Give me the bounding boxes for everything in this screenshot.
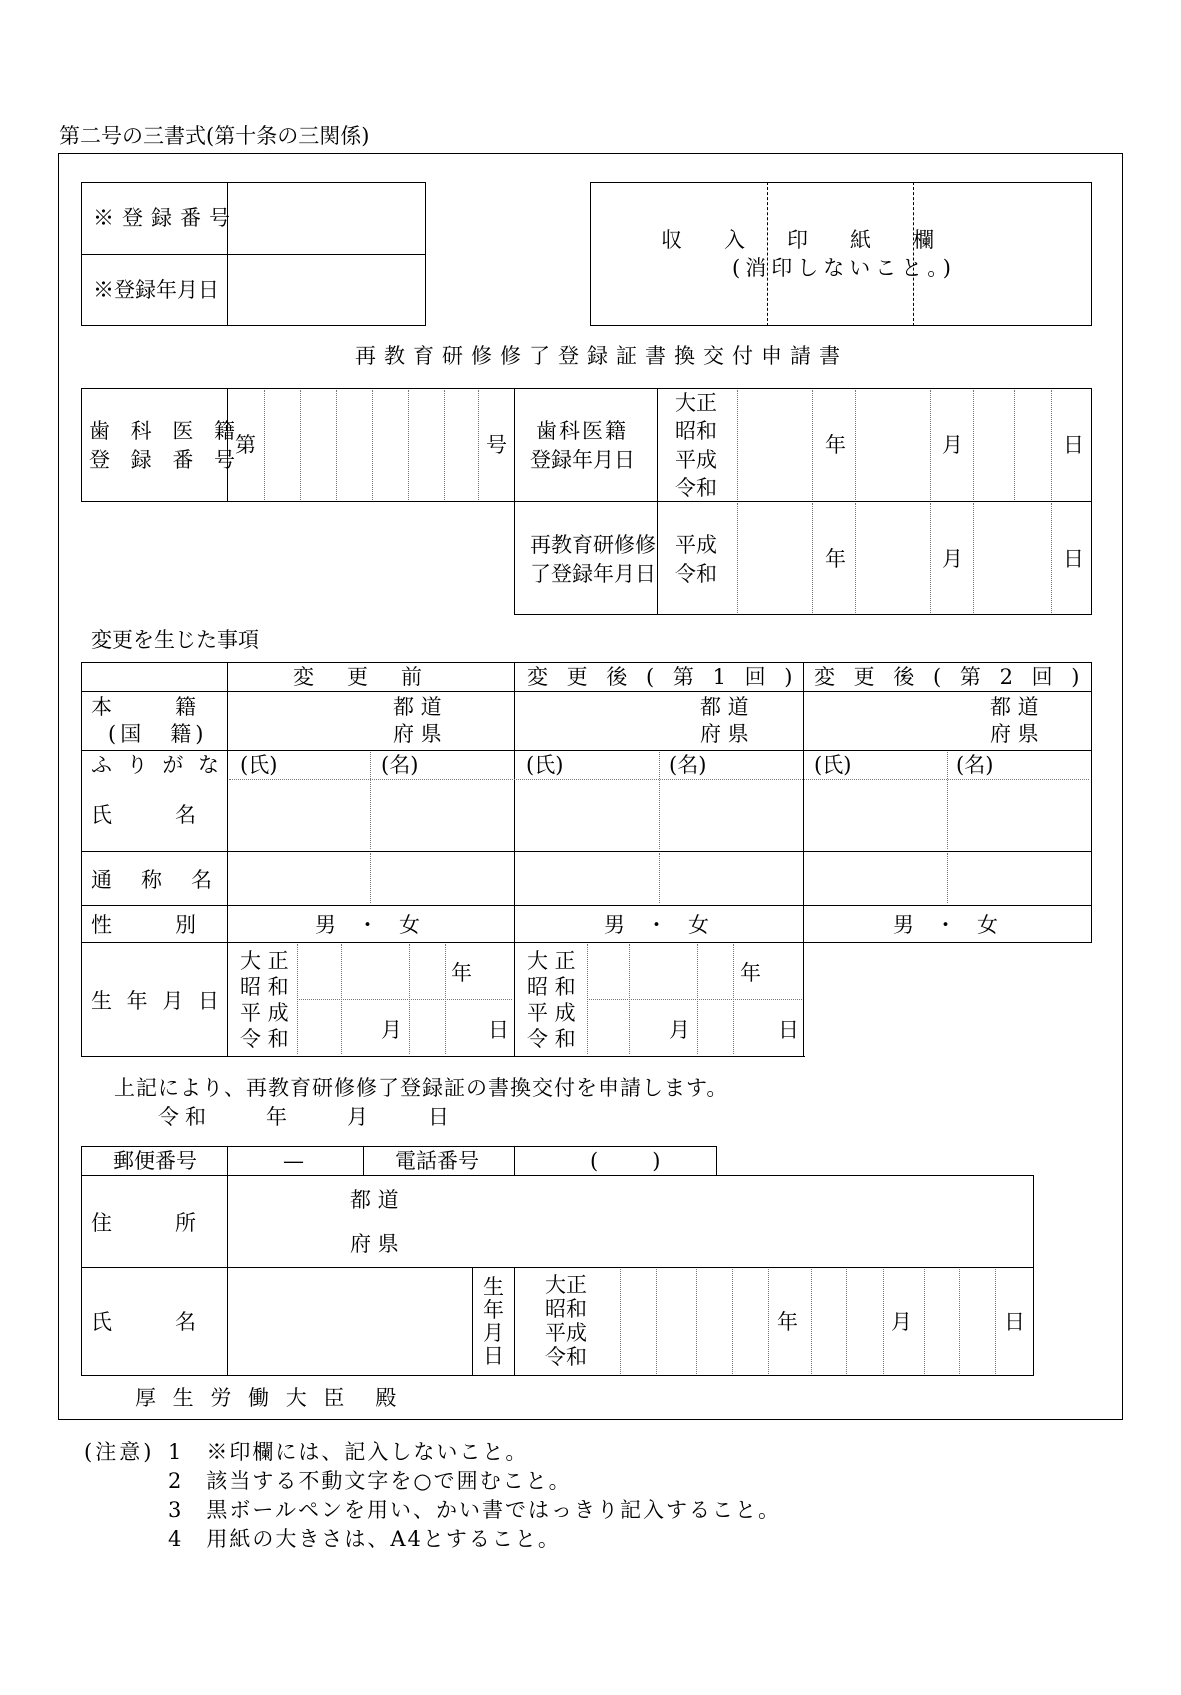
sex-options[interactable]: 男 ・ 女 [893,913,998,937]
year-unit: 年 [740,961,761,985]
stamp-area-title: 収 入 印 紙 欄 [661,228,934,252]
birth-label-char: 日 [483,1344,504,1368]
era-option: 大正 [675,391,717,415]
registry-date-field[interactable] [720,392,1088,498]
pref-label: 都 道 [350,1188,399,1212]
applicant-name-label: 氏 名 [91,1310,196,1334]
era-option: 平 成 [240,1001,289,1025]
day-unit: 日 [1063,547,1084,571]
era-option: 昭 和 [527,975,576,999]
month-unit: 月 [891,1310,912,1334]
year-unit: 年 [451,961,472,985]
family-name-label: (氏) [240,753,278,777]
declaration-date[interactable]: 令和 年 月 日 [158,1105,455,1129]
month-unit: 月 [942,547,963,571]
address-label: 住 所 [91,1211,196,1235]
registry-number-label-line2: 登 録 番 号 [89,448,243,472]
row-label-honseki: 本 籍 [91,695,196,719]
year-unit: 年 [825,547,846,571]
pref-label: 都 道 [700,695,749,719]
note-item: 4 用紙の大きさは、A4とすること。 [168,1527,561,1551]
row-label-birth: 生 年 月 日 [91,989,224,1013]
notes-label: (注意) [84,1440,155,1464]
row-label-name: 氏 名 [91,803,196,827]
family-name-label: (氏) [526,753,564,777]
era-option: 大 正 [240,949,289,973]
day-unit: 日 [488,1018,509,1042]
era-option: 令和 [545,1345,587,1369]
pref-label: 都 道 [393,695,442,719]
registry-number-field[interactable] [260,392,480,498]
col-header-after-2: 変 更 後 ( 第 2 回 ) [814,665,1086,689]
given-name-label: (名) [669,753,707,777]
retrain-date-field[interactable] [720,505,1088,611]
address-field[interactable] [400,1178,1030,1264]
era-option: 平成 [545,1321,587,1345]
era-option: 令 和 [240,1027,289,1051]
year-unit: 年 [825,433,846,457]
reg-date-label: ※登録年月日 [93,278,219,302]
pref-label: 府 県 [393,722,442,746]
era-option: 令和 [675,476,717,500]
pref-label: 府 県 [350,1232,399,1256]
phone-field[interactable]: ( ) [590,1149,665,1173]
stamp-area-note: (消印しないこと。) [732,256,956,280]
year-unit: 年 [777,1310,798,1334]
pref-label: 府 県 [700,722,749,746]
birth-label-char: 年 [483,1298,504,1322]
phone-label: 電話番号 [395,1149,479,1173]
sex-options[interactable]: 男 ・ 女 [604,913,709,937]
registry-go: 号 [486,433,507,457]
retrain-date-label-line2: 了登録年月日 [530,562,656,586]
declaration-text: 上記により、再教育研修修了登録証の書換交付を申請します。 [114,1076,729,1100]
era-option: 大 正 [527,949,576,973]
pref-label: 都 道 [990,695,1039,719]
reg-number-label: ※登録番号 [93,206,238,230]
day-unit: 日 [778,1018,799,1042]
col-header-after-1: 変 更 後 ( 第 1 回 ) [527,665,799,689]
revenue-stamp-box [590,182,1092,326]
row-label-furigana: ふ り が な [91,753,224,777]
reg-date-field[interactable] [229,256,424,324]
day-unit: 日 [1063,433,1084,457]
family-name-label: (氏) [814,753,852,777]
pref-label: 府 県 [990,722,1039,746]
era-option: 昭 和 [240,975,289,999]
registry-number-label-line1: 歯 科 医 籍 [89,419,243,443]
given-name-label: (名) [956,753,994,777]
row-label-sex: 性 別 [91,913,196,937]
postal-code-field[interactable]: — [283,1149,304,1173]
day-unit: 日 [1004,1310,1025,1334]
applicant-name-field[interactable] [229,1270,470,1373]
era-option: 昭和 [545,1297,587,1321]
month-unit: 月 [669,1018,690,1042]
row-label-alias: 通 称 名 [91,868,216,892]
registry-date-label-line1: 歯科医籍 [536,419,628,443]
month-unit: 月 [942,433,963,457]
era-option: 平成 [675,448,717,472]
era-option: 令和 [675,562,717,586]
row-label-kokuseki: (国 籍) [108,722,208,746]
note-item: 1 ※印欄には、記入しないこと。 [168,1440,529,1464]
era-option: 平 成 [527,1001,576,1025]
given-name-label: (名) [381,753,419,777]
changes-section-label: 変更を生じた事項 [91,628,259,652]
document-title: 再教育研修修了登録証書換交付申請書 [355,344,848,368]
birth-label-char: 月 [483,1321,504,1345]
birth-label-char: 生 [483,1275,504,1299]
col-header-before: 変 更 前 [293,665,428,689]
reg-number-field[interactable] [229,184,424,252]
era-option: 昭和 [675,419,717,443]
registry-date-label-line2: 登録年月日 [530,448,635,472]
month-unit: 月 [381,1018,402,1042]
registry-dai: 第 [235,433,256,457]
addressee: 厚 生 労 働 大 臣 殿 [135,1386,402,1410]
postal-code-label: 郵便番号 [113,1149,197,1173]
note-item: 2 該当する不動文字を○で囲むこと。 [168,1469,572,1493]
era-option: 平成 [675,533,717,557]
era-option: 大正 [545,1273,587,1297]
note-item: 3 黒ボールペンを用い、かい書ではっきり記入すること。 [168,1498,781,1522]
era-option: 令 和 [527,1027,576,1051]
sex-options[interactable]: 男 ・ 女 [315,913,420,937]
retrain-date-label-line1: 再教育研修修 [530,533,656,557]
form-number: 第二号の三書式(第十条の三関係) [59,124,370,148]
